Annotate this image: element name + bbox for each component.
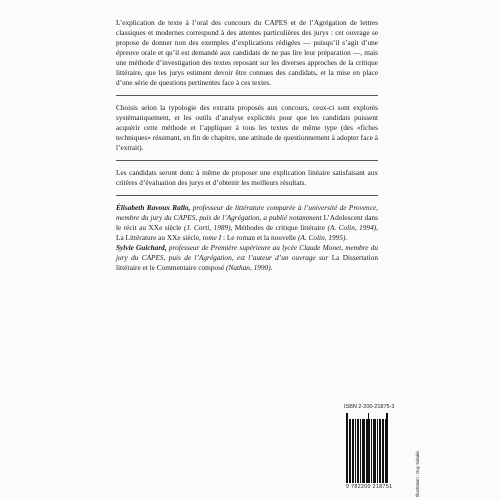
author-role: professeur de littérature comparée à l’université de Provence, membre du jury du CAPES, puis de l’Agrégation, a publié notamment [116, 203, 378, 222]
divider [116, 95, 378, 96]
back-cover-text [116, 18, 378, 273]
barcode-digits: 9 782200 218751 [346, 484, 393, 490]
illustration-credit: Illustration : Guy Sabalic [415, 450, 420, 497]
book-title: L’Adolescent dans le récit au XXe siècle [116, 213, 378, 232]
book-volume: tome I [202, 233, 222, 242]
author-name: Élisabeth Ravoux Rallo, [116, 203, 191, 212]
publisher: (Nathan, 1990). [226, 263, 273, 272]
description-paragraph-2: Choisis selon la typologie des extraits proposés aux concours, ceux-ci sont explorés systématiquement, et les outils d’analyse explicités pour que les candidats puissent acquérir cette méthode et l’appliquer à tous les textes de même type (des «fiches techniques» résumant, en fin de chapitre, une attitude de questionnement à adopter face à l’extrait). [116, 103, 378, 152]
author-bio-2 [116, 243, 378, 273]
book-title: La Littérature au XXe siècle, [116, 233, 203, 242]
book-title: La Dissertation littéraire et le Commentaire composé [116, 253, 378, 272]
book-title: : Le roman et la nouvelle [221, 233, 298, 242]
publisher: (J. Corti, 1989), [183, 223, 233, 232]
divider [116, 195, 378, 196]
barcode [346, 413, 406, 483]
author-role: professeur de Première supérieure au lycée Claude Monet, membre du jury du CAPES, puis de l’Agrégation, est l’auteur d’un ouvrage sur [116, 243, 378, 262]
divider [116, 160, 378, 161]
description-paragraph-1: L’explication de texte à l’oral des concours du CAPES et de l’Agrégation de lettres classiques et modernes correspond à des attentes particulières des jurys : cet ouvrage se propose de donner non des exemples d’explications rédigées — puisqu’il s’agit d’une épreuve orale et qu’il est demandé aux candidats de ne pas lire leur préparation —, mais une méthode d’investigation des textes reposant sur les diverses approches de la critique littéraire, que les jurys estiment devoir être connues des candidats, et la mise en place d’une série de questions pertinentes face à ces textes. [116, 18, 378, 87]
publisher: (A. Colin, 1995). [297, 233, 348, 242]
description-paragraph-3: Les candidats seront donc à même de proposer une explication linéaire satisfaisant aux critères d’évaluation des jurys et d’obtenir les meilleurs résultats. [116, 168, 378, 187]
author-name: Sylvie Guichard, [116, 243, 167, 252]
publisher: (A. Colin, 1994), [327, 223, 378, 232]
author-bio-1 [116, 203, 378, 243]
isbn-block [346, 404, 406, 490]
isbn: ISBN 2-200-21875-3 [344, 404, 395, 410]
book-title: Méthodes de critique littéraire [232, 223, 328, 232]
